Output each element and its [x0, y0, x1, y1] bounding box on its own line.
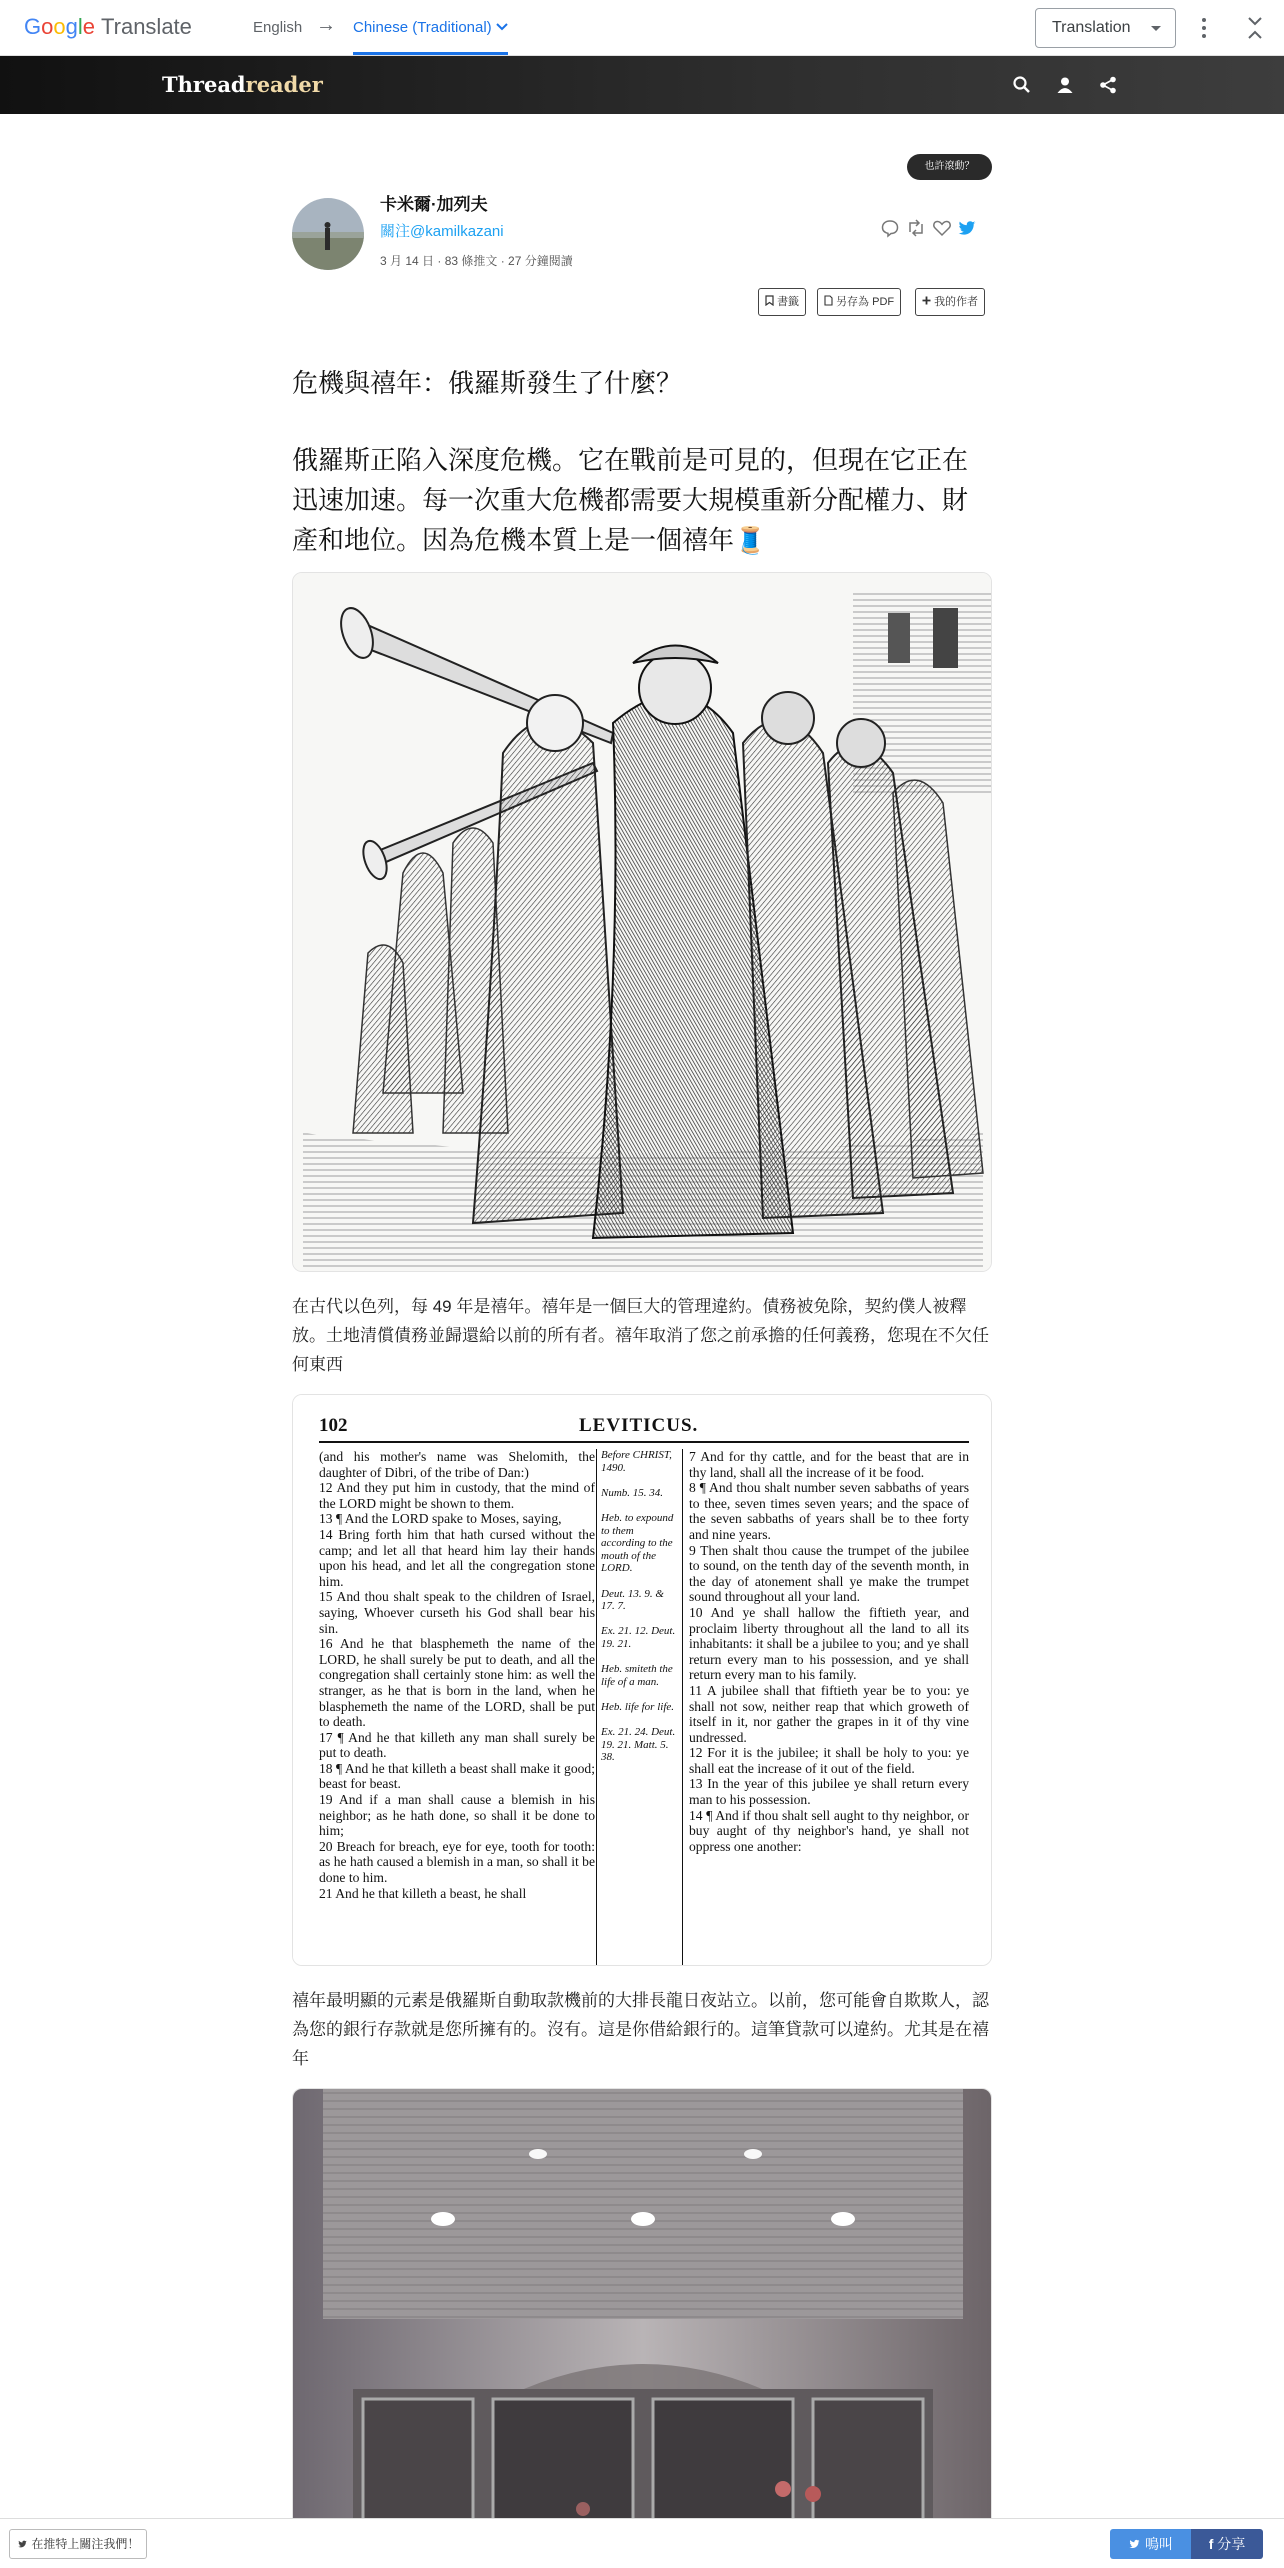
save-pdf-label: 另存為 PDF — [836, 296, 895, 308]
right-column-text: 7 And for thy cattle, and for the beast that are in thy land, shall all the increase of it be food. 8 ¶ And thou shalt number seven sabbaths of years to thee, seven times seven years; and the space of the seven sabbaths of years shall be to thee forty and nine years. 9 Then shalt thou cause the trumpet of the jubilee to sound, on the tenth day of the seventh month, in the day of atonement shall ye make the trumpet sound throughout all your land. 10 And ye shall hallow the fiftieth year, and proclaim liberty throughout all the land to all its inhabitants: it shall be a jubilee to you; and ye shall return every man to his possession, and ye shall return every man to his family. 11 A jubilee shall that fiftieth year be to you: ye shall not sow, neither reap that which groweth of itself in it, nor gather the grapes in it of thy vine undressed. 12 For it is the jubilee; it shall be holy to you: ye shall eat the increase of it out of the field. 13 In the year of this jubilee ye shall return every man to his possession. 14 ¶ And if thou shalt sell aught to thy neighbor, or buy aught of thy neighbor's hand, ye shall not oppress one another: — [689, 1449, 969, 1854]
avatar-image — [292, 198, 364, 270]
thread-lead-text: 俄羅斯正陷入深度危機。它在戰前是可見的，但現在它正在迅速加速。每一次重大危機都需要大規模重新分配權力、財產和地位。因為危機本質上是一個禧年🧵 — [292, 445, 969, 555]
thread-reader-header — [0, 56, 1284, 114]
margin-notes: Before CHRIST, 1490. Numb. 15. 34. Heb. to expound to them according to the mouth of the LORD. Deut. 13. 9. & 17. 7. Ex. 21. 12. Deut. 19. 21. Heb. smiteth the life of a man. Heb. life for life. Ex. 21. 24. Deut. 19. 21. Matt. 5. 38. — [601, 1449, 676, 1764]
thread-reader-logo[interactable]: Threadreader — [162, 72, 323, 97]
google-translate-logo[interactable] — [24, 12, 192, 42]
my-author-button[interactable] — [915, 288, 985, 316]
bookmark-label: 書籤 — [777, 296, 800, 308]
leviticus-page-image[interactable] — [292, 1394, 992, 1966]
leviticus-page — [293, 1395, 991, 1965]
header-rule — [319, 1441, 969, 1443]
collapse-icon[interactable] — [1244, 14, 1266, 42]
my-author-label: 我的作者 — [934, 296, 979, 308]
tweet-label: 鳴叫 — [1144, 2536, 1173, 2552]
bookmark-button[interactable] — [758, 288, 806, 316]
tweet-button[interactable] — [1110, 2529, 1191, 2559]
book-title: LEVITICUS. — [579, 1415, 699, 1436]
source-language[interactable]: English — [253, 19, 303, 36]
left-column-text: (and his mother's name was Shelomith, the daughter of Dibri, of the tribe of Dan:) 12 And they put him in custody, that the mind of the LORD might be shown to them. 13 ¶ And the LORD spake to Moses, saying, 14 Bring forth him that hath cursed without the camp; and let all that heard him lay their hands upon his head, and let all the congregation stone him. 15 And thou shalt speak to the children of Israel, saying, Whoever curseth his God shall bear his sin. 16 And he that blasphemeth the name of the LORD, he shall surely be put to death, and all the congregation shall certainly stone him: as well the stranger, as he that is born in the land, when he blasphemeth the name of the LORD, shall be put to death. 17 ¶ And he that killeth any man shall surely be put to death. 18 ¶ And he that killeth a beast shall make it good; beast for beast. 19 And if a man shall cause a blemish in his neighbor; as he hath done, so shall it be done to him; 20 Breach for breach, eye for eye, tooth for tooth: as he hath caused a blemish in a man, so shall it be done to him. 21 And he that killeth a beast, he shall — [319, 1449, 595, 1901]
save-pdf-button[interactable] — [817, 288, 901, 316]
follow-author-link[interactable]: 關注@kamilkazani — [380, 223, 504, 240]
twitter-bird-icon[interactable] — [957, 218, 977, 238]
translation-mode-select[interactable] — [1035, 8, 1176, 48]
translate-logo-text: Translate — [101, 14, 192, 39]
google-translate-bar — [0, 0, 1284, 56]
plus-icon — [922, 296, 931, 305]
bottom-action-bar — [0, 2518, 1284, 2568]
share-label: 分享 — [1217, 2536, 1246, 2552]
target-language[interactable]: Chinese (Traditional) — [353, 19, 492, 36]
column-divider-right — [682, 1449, 683, 1966]
thread-paragraph-1: 在古代以色列，每 49 年是禧年。禧年是一個巨大的管理違約。債務被免除，契約僕人被釋放。土地清償債務並歸還給以前的所有者。禧年取消了您之前承擔的任何義務，您現在不欠任何東西 — [292, 1297, 989, 1374]
scroll-pill-button[interactable]: 也許滾動？ — [907, 154, 992, 180]
twitter-bird-icon — [17, 2539, 28, 2549]
thread-meta: 3 月 14 日 · 83 條推文 · 27 分鐘閱讀 — [380, 254, 573, 268]
file-icon — [824, 295, 833, 306]
arrow-right-icon: → — [316, 14, 336, 36]
engraving-illustration — [293, 573, 992, 1272]
target-language-underline — [353, 52, 508, 55]
user-icon[interactable] — [1055, 75, 1075, 95]
translation-mode-label: Translation — [1052, 19, 1131, 36]
thread-title: 危機與禧年：俄羅斯發生了什麼？ — [292, 368, 683, 398]
like-icon[interactable] — [932, 218, 952, 238]
google-logo-text: Google — [24, 14, 96, 39]
follow-us-twitter-button[interactable] — [9, 2529, 147, 2559]
more-options-icon[interactable] — [1196, 14, 1212, 42]
twitter-bird-icon — [1128, 2538, 1141, 2550]
jubilee-trumpet-engraving[interactable] — [292, 572, 992, 1272]
atm-queue-photo[interactable] — [292, 2088, 992, 2528]
follow-us-label: 在推特上關注我們！ — [31, 2537, 140, 2551]
thread-paragraph-2: 禧年最明顯的元素是俄羅斯自動取款機前的大排長龍日夜站立。以前，您可能會自欺欺人，認為您的銀行存款就是您所擁有的。沒有。這是你借給銀行的。這筆貸款可以違約。尤其是在禧年 — [292, 1991, 989, 2068]
avatar[interactable] — [292, 198, 364, 270]
atm-queue-photo-illustration — [293, 2089, 992, 2528]
author-name[interactable]: 卡米爾·加列夫 — [380, 195, 488, 214]
share-icon[interactable] — [1098, 75, 1118, 95]
facebook-share-button[interactable] — [1191, 2529, 1263, 2559]
bookmark-icon — [765, 295, 774, 306]
column-divider-left — [596, 1449, 597, 1966]
chevron-down-icon[interactable] — [494, 18, 510, 34]
page-number: 102 — [319, 1415, 348, 1436]
retweet-icon[interactable] — [906, 218, 926, 238]
reply-icon[interactable] — [880, 218, 900, 238]
search-icon[interactable] — [1012, 75, 1032, 95]
caret-down-icon — [1151, 26, 1161, 31]
facebook-icon: f — [1208, 2536, 1214, 2552]
